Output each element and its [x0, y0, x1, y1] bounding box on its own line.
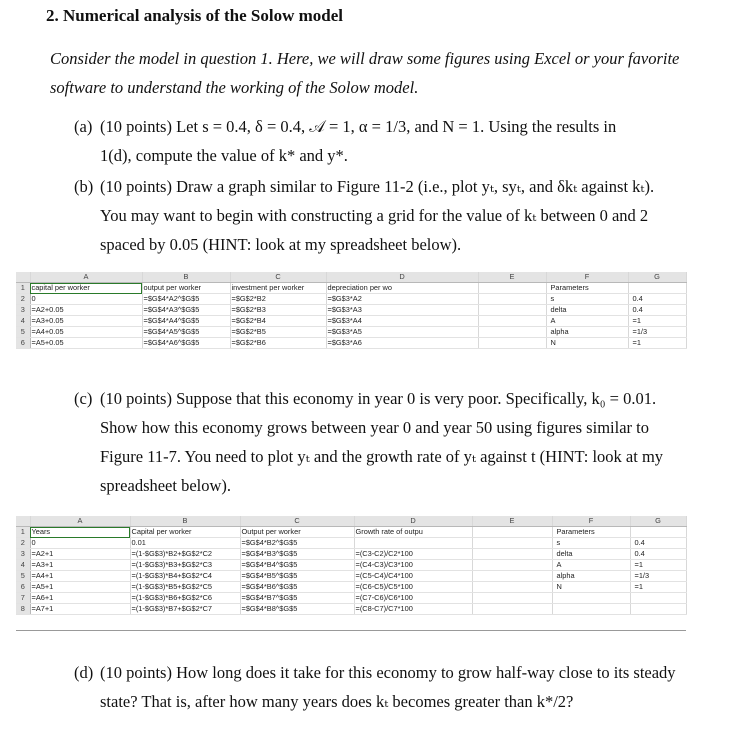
column-header[interactable]: C [240, 516, 354, 527]
row-number[interactable]: 6 [16, 582, 30, 593]
table-cell[interactable] [478, 283, 546, 294]
table-cell[interactable]: =$G$2*B6 [230, 338, 326, 349]
table-cell[interactable]: Parameters [552, 527, 630, 538]
column-header-row [16, 516, 686, 527]
table-cell[interactable]: =$G$4*A2^$G$5 [142, 294, 230, 305]
column-header[interactable]: F [546, 272, 628, 283]
part-d-line-2: state? That is, after how many years does kₜ becomes greater than k*/2? [100, 692, 574, 711]
column-header[interactable]: D [326, 272, 478, 283]
part-b-line-1: (10 points) Draw a graph similar to Figure 11-2 (i.e., plot yₜ, syₜ, and δkₜ against kₜ). [100, 177, 655, 196]
part-a-line-2: 1(d), compute the value of k* and y*. [100, 146, 348, 165]
part-d [74, 658, 694, 716]
table-cell[interactable]: =$G$3*A4 [326, 316, 478, 327]
table-cell[interactable]: =$G$3*A6 [326, 338, 478, 349]
part-a-label: (a) [74, 117, 93, 136]
table-cell[interactable] [630, 527, 686, 538]
row-number[interactable]: 5 [16, 327, 30, 338]
table-cell[interactable]: =$G$4*B5^$G$5 [240, 571, 354, 582]
table-cell[interactable]: s [546, 294, 628, 305]
table-cell[interactable]: =$G$4*B2^$G$5 [240, 538, 354, 549]
table-cell[interactable]: =$G$2*B5 [230, 327, 326, 338]
part-c-label: (c) [74, 389, 93, 408]
table-cell[interactable] [472, 527, 552, 538]
table-cell[interactable]: 0.4 [630, 538, 686, 549]
table-cell[interactable] [354, 538, 472, 549]
column-header[interactable]: A [30, 272, 142, 283]
column-header[interactable]: B [130, 516, 240, 527]
table-cell[interactable]: capital per worker [30, 283, 142, 294]
part-a [74, 112, 694, 170]
spreadsheet-table [16, 516, 687, 615]
column-header-row [16, 272, 686, 283]
intro-paragraph: Consider the model in question 1. Here, we will draw some figures using Excel or your favorite software to understand the working of the Solow model. [50, 49, 680, 97]
column-header[interactable] [16, 516, 30, 527]
table-cell[interactable]: =(1-$G$3)*B7+$G$2*C7 [130, 604, 240, 615]
table-cell[interactable] [552, 604, 630, 615]
table-cell[interactable]: =$G$4*B8^$G$5 [240, 604, 354, 615]
table-row [16, 549, 686, 560]
row-number[interactable]: 2 [16, 538, 30, 549]
column-header[interactable] [16, 272, 30, 283]
table-cell[interactable]: =1 [628, 316, 686, 327]
table-cell[interactable]: =1/3 [628, 327, 686, 338]
column-header[interactable]: G [628, 272, 686, 283]
table-cell[interactable]: 0.4 [630, 549, 686, 560]
table-cell[interactable] [478, 327, 546, 338]
table-cell[interactable] [478, 294, 546, 305]
table-cell[interactable]: delta [546, 305, 628, 316]
table-cell[interactable]: alpha [552, 571, 630, 582]
row-number[interactable]: 3 [16, 549, 30, 560]
table-cell[interactable]: =(C8-C7)/C7*100 [354, 604, 472, 615]
part-c-line-3: Figure 11-7. You need to plot yₜ and the growth rate of yₜ against t (HINT: look at my [100, 447, 664, 466]
table-cell[interactable]: =$G$4*A6^$G$5 [142, 338, 230, 349]
table-cell[interactable]: =A6+1 [30, 593, 130, 604]
table-row [16, 283, 686, 294]
table-cell[interactable] [472, 538, 552, 549]
part-c-line-2: Show how this economy grows between year 0 and year 50 using figures similar to [100, 418, 649, 437]
row-number[interactable]: 4 [16, 560, 30, 571]
table-cell[interactable]: =(C5-C4)/C4*100 [354, 571, 472, 582]
table-cell[interactable] [472, 604, 552, 615]
table-cell[interactable]: A [546, 316, 628, 327]
table-cell[interactable]: Output per worker [240, 527, 354, 538]
table-cell[interactable]: =1/3 [630, 571, 686, 582]
table-cell[interactable] [472, 549, 552, 560]
table-cell[interactable]: =$G$2*B3 [230, 305, 326, 316]
table-cell[interactable]: =A5+0.05 [30, 338, 142, 349]
table-cell[interactable]: alpha [546, 327, 628, 338]
column-header[interactable]: E [478, 272, 546, 283]
part-b-label: (b) [74, 177, 94, 196]
table-cell[interactable]: =(C4-C3)/C3*100 [354, 560, 472, 571]
part-a-line-1: (10 points) Let s = 0.4, δ = 0.4, 𝒜 = 1, α = 1/3, and N = 1. Using the results in [100, 117, 617, 136]
table-cell[interactable]: =(1-$G$3)*B2+$G$2*C2 [130, 549, 240, 560]
table-cell[interactable]: =$G$2*B4 [230, 316, 326, 327]
table-cell[interactable]: =(1-$G$3)*B4+$G$2*C4 [130, 571, 240, 582]
part-b [74, 172, 694, 260]
table-row [16, 305, 686, 316]
table-cell[interactable]: =$G$4*A5^$G$5 [142, 327, 230, 338]
table-cell[interactable]: =A2+0.05 [30, 305, 142, 316]
table-cell[interactable]: 0.4 [628, 294, 686, 305]
table-cell[interactable]: =$G$4*A3^$G$5 [142, 305, 230, 316]
table-cell[interactable]: =A4+1 [30, 571, 130, 582]
part-d-label: (d) [74, 663, 94, 682]
divider [16, 630, 686, 631]
part-b-line-2: You may want to begin with constructing a grid for the value of kₜ between 0 and 2 [100, 206, 649, 225]
column-header[interactable]: F [552, 516, 630, 527]
column-header[interactable]: B [142, 272, 230, 283]
table-cell[interactable]: =$G$4*B3^$G$5 [240, 549, 354, 560]
table-cell[interactable] [630, 604, 686, 615]
table-cell[interactable] [478, 338, 546, 349]
column-header[interactable]: E [472, 516, 552, 527]
section-heading: 2. Numerical analysis of the Solow model [46, 6, 344, 25]
table-cell[interactable]: =A7+1 [30, 604, 130, 615]
table-cell[interactable]: =(C3-C2)/C2*100 [354, 549, 472, 560]
table-row [16, 294, 686, 305]
table-cell[interactable]: Growth rate of outpu [354, 527, 472, 538]
table-cell[interactable]: delta [552, 549, 630, 560]
table-cell[interactable]: =$G$4*A4^$G$5 [142, 316, 230, 327]
table-cell[interactable]: =(C7-C6)/C6*100 [354, 593, 472, 604]
table-cell[interactable] [478, 305, 546, 316]
spreadsheet-table [16, 272, 687, 349]
table-cell[interactable] [472, 582, 552, 593]
part-b-line-3: spaced by 0.05 (HINT: look at my spreadsheet below). [100, 235, 462, 254]
table-row [16, 593, 686, 604]
part-c-line-1: (10 points) Suppose that this economy in year 0 is very poor. Specifically, k₀ = 0.01. [100, 389, 657, 408]
table-cell[interactable]: =(C6-C5)/C5*100 [354, 582, 472, 593]
table-row [16, 527, 686, 538]
table-row [16, 327, 686, 338]
table-cell[interactable] [628, 283, 686, 294]
row-number[interactable]: 7 [16, 593, 30, 604]
table-cell[interactable]: =A2+1 [30, 549, 130, 560]
row-number[interactable]: 1 [16, 527, 30, 538]
table-cell[interactable]: =$G$4*B6^$G$5 [240, 582, 354, 593]
table-cell[interactable]: output per worker [142, 283, 230, 294]
row-number[interactable]: 8 [16, 604, 30, 615]
table-cell[interactable] [478, 316, 546, 327]
table-cell[interactable]: =(1-$G$3)*B3+$G$2*C3 [130, 560, 240, 571]
table-row [16, 538, 686, 549]
table-cell[interactable]: N [552, 582, 630, 593]
part-d-line-1: (10 points) How long does it take for this economy to grow half-way close to its steady [100, 663, 676, 682]
part-c-line-4: spreadsheet below). [100, 476, 232, 495]
table-cell[interactable]: =(1-$G$3)*B5+$G$2*C5 [130, 582, 240, 593]
table-cell[interactable]: =$G$4*B4^$G$5 [240, 560, 354, 571]
row-number[interactable]: 2 [16, 294, 30, 305]
table-cell[interactable]: Parameters [546, 283, 628, 294]
row-number[interactable]: 5 [16, 571, 30, 582]
table-row [16, 582, 686, 593]
table-cell[interactable]: =A4+0.05 [30, 327, 142, 338]
table-cell[interactable]: A [552, 560, 630, 571]
part-c [74, 384, 694, 504]
table-cell[interactable]: 0.01 [130, 538, 240, 549]
table-cell[interactable]: s [552, 538, 630, 549]
row-number[interactable]: 6 [16, 338, 30, 349]
table-cell[interactable]: N [546, 338, 628, 349]
table-cell[interactable]: investment per worker [230, 283, 326, 294]
column-header[interactable]: G [630, 516, 686, 527]
table-cell[interactable] [472, 593, 552, 604]
table-cell[interactable]: =(1-$G$3)*B6+$G$2*C6 [130, 593, 240, 604]
table-cell[interactable]: 0.4 [628, 305, 686, 316]
table-row [16, 316, 686, 327]
table-cell[interactable]: =1 [628, 338, 686, 349]
table-cell[interactable]: =A3+0.05 [30, 316, 142, 327]
spreadsheet-growth [16, 516, 686, 615]
table-cell[interactable]: Capital per worker [130, 527, 240, 538]
table-row [16, 571, 686, 582]
column-header[interactable]: D [354, 516, 472, 527]
table-cell[interactable]: =$G$4*B7^$G$5 [240, 593, 354, 604]
table-cell[interactable]: 0 [30, 538, 130, 549]
table-cell[interactable]: =$G$3*A2 [326, 294, 478, 305]
table-cell[interactable]: =A3+1 [30, 560, 130, 571]
table-cell[interactable] [552, 593, 630, 604]
table-cell[interactable]: 0 [30, 294, 142, 305]
row-number[interactable]: 3 [16, 305, 30, 316]
column-header[interactable]: C [230, 272, 326, 283]
table-cell[interactable]: =$G$3*A3 [326, 305, 478, 316]
table-cell[interactable]: =1 [630, 560, 686, 571]
row-number[interactable]: 4 [16, 316, 30, 327]
table-cell[interactable]: =1 [630, 582, 686, 593]
table-cell[interactable]: depreciation per wo [326, 283, 478, 294]
spreadsheet-grid-k [16, 272, 686, 349]
table-cell[interactable] [630, 593, 686, 604]
row-number[interactable]: 1 [16, 283, 30, 294]
table-cell[interactable]: =$G$2*B2 [230, 294, 326, 305]
column-header[interactable]: A [30, 516, 130, 527]
table-row [16, 338, 686, 349]
table-cell[interactable]: =$G$3*A5 [326, 327, 478, 338]
table-row [16, 560, 686, 571]
table-cell[interactable]: =A5+1 [30, 582, 130, 593]
table-cell[interactable] [472, 571, 552, 582]
table-cell[interactable]: Years [30, 527, 130, 538]
table-cell[interactable] [472, 560, 552, 571]
table-row [16, 604, 686, 615]
